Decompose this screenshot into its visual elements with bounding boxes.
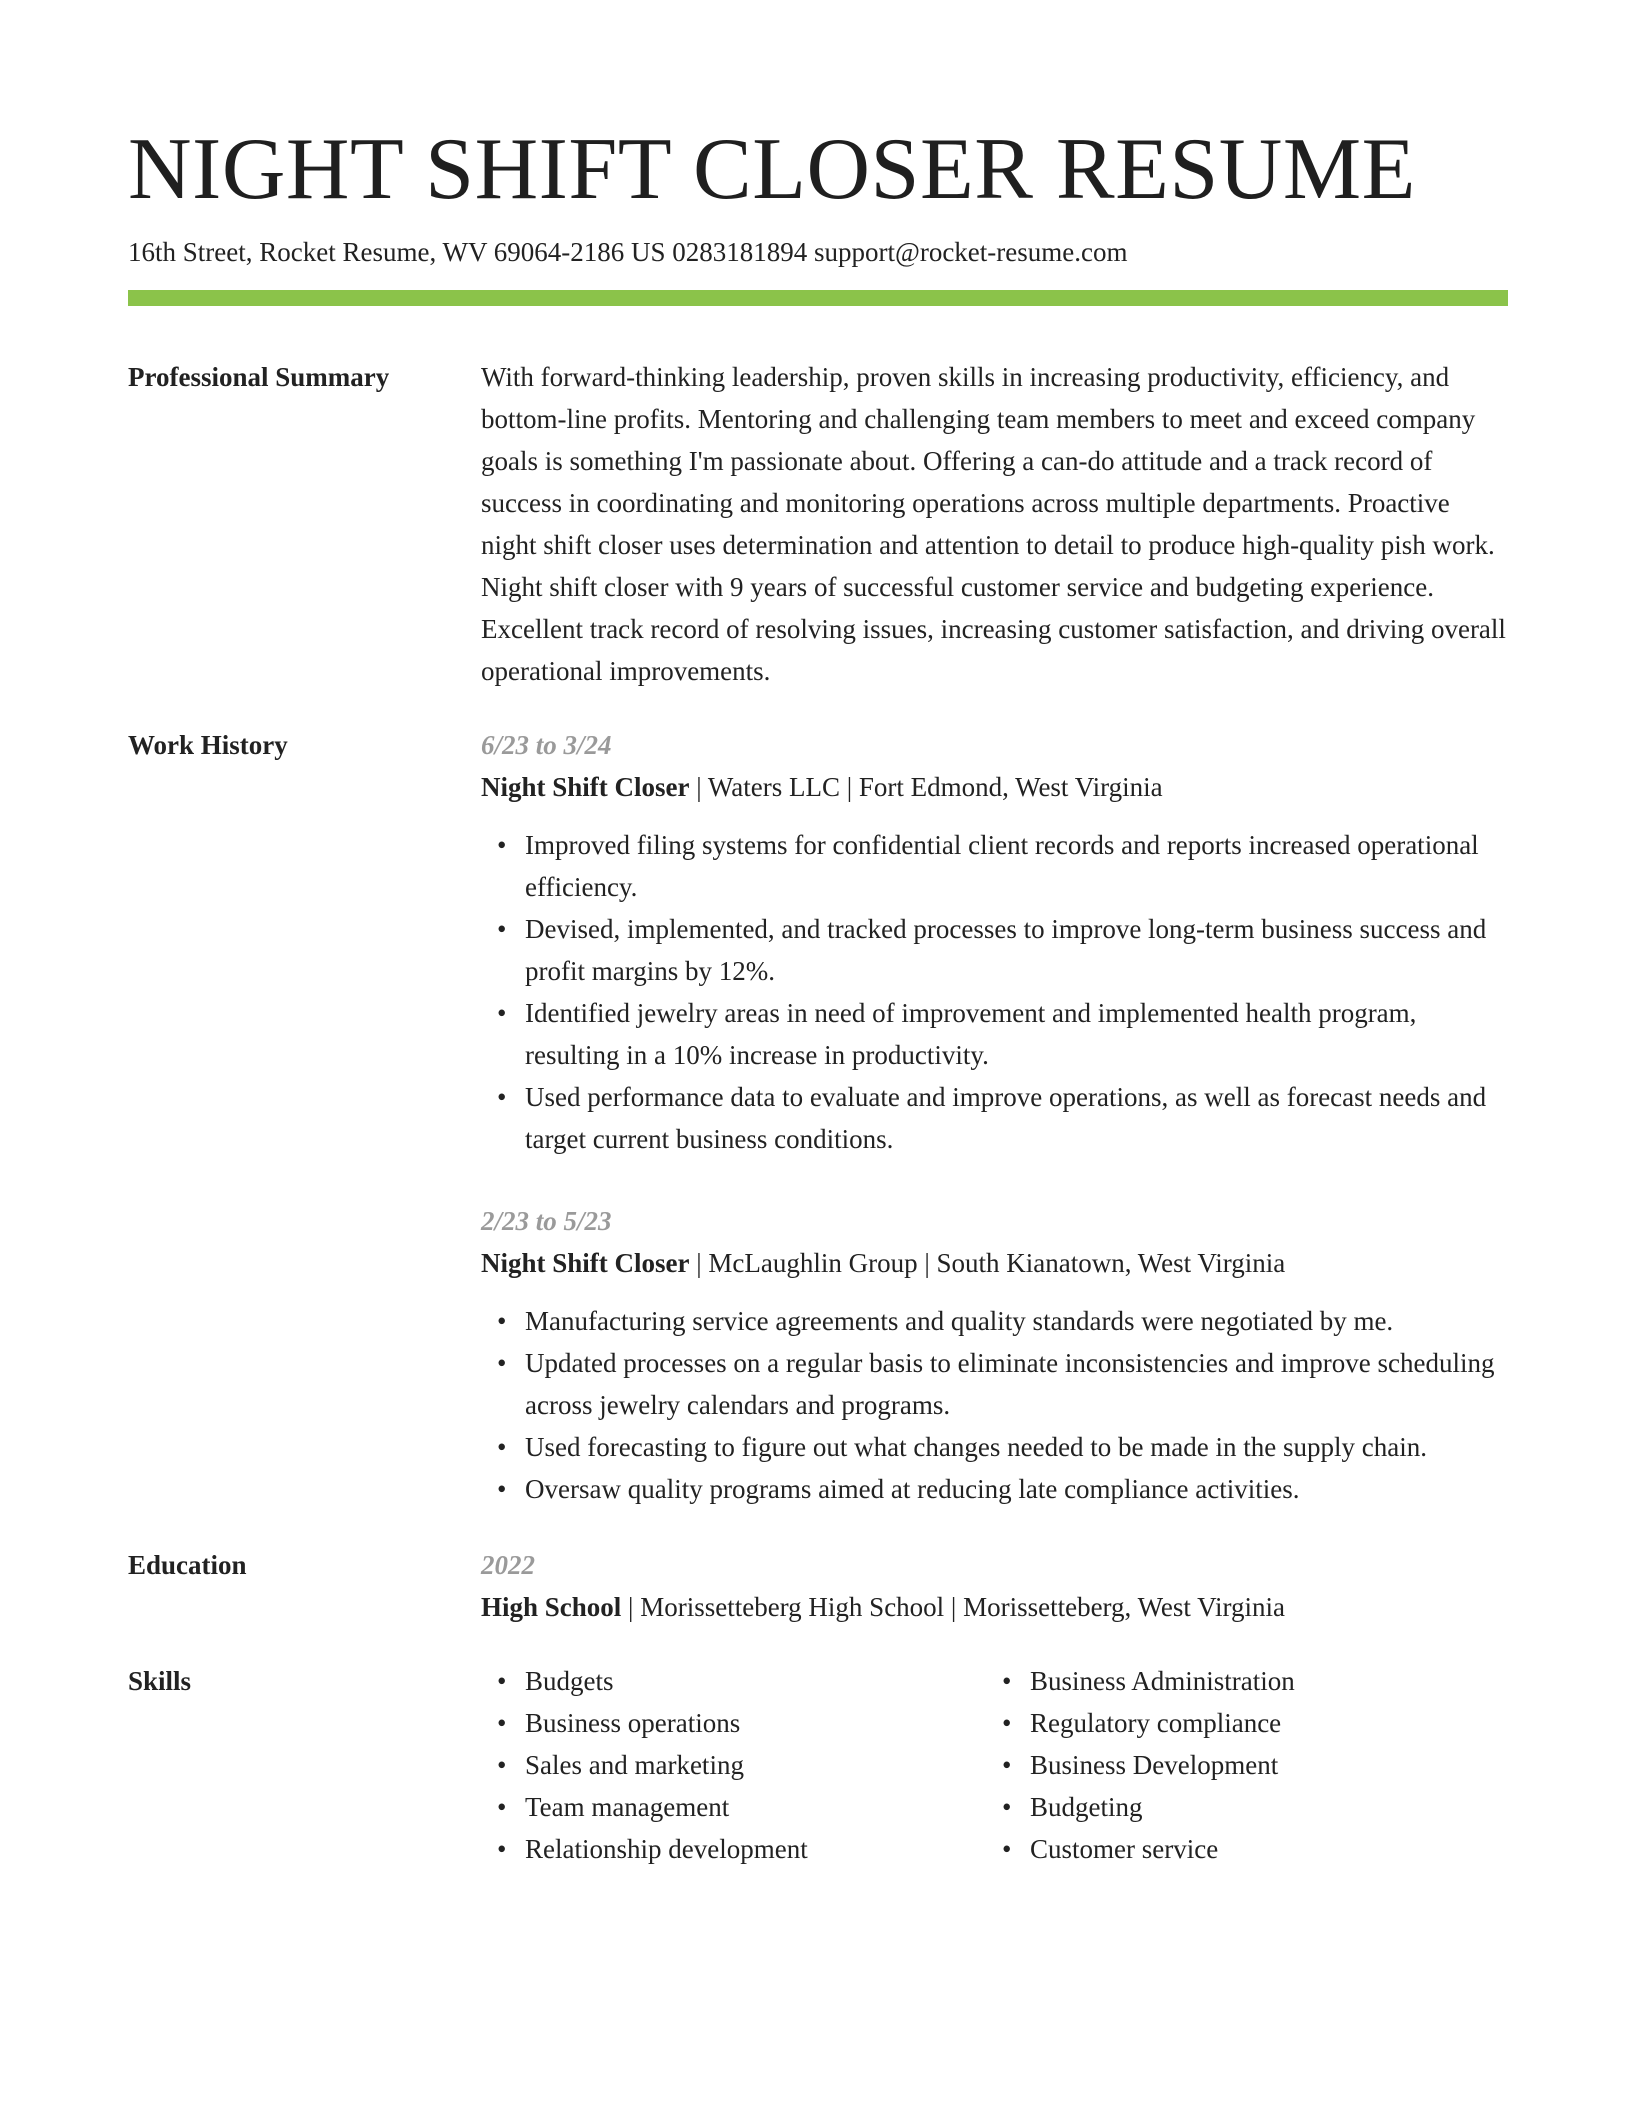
bullet-icon: •	[1002, 1834, 1012, 1864]
job-bullet	[497, 908, 1508, 992]
bullet-icon: •	[1002, 1792, 1012, 1822]
job-title: Night Shift Closer	[481, 1248, 690, 1278]
education-details: | Morissetteberg High School | Morissetteberg, West Virginia	[621, 1592, 1286, 1622]
education-section	[128, 1544, 1508, 1628]
bullet-icon: •	[497, 830, 507, 860]
skill-item	[1002, 1660, 1491, 1702]
skill-text: Regulatory compliance	[1030, 1708, 1282, 1738]
bullet-icon: •	[497, 1082, 507, 1112]
skills-section	[128, 1660, 1508, 1870]
skill-text: Budgeting	[1030, 1792, 1143, 1822]
job-bullet	[497, 1300, 1508, 1342]
job-dates: 2/23 to 5/23	[481, 1206, 612, 1236]
skill-item	[497, 1786, 986, 1828]
bullet-icon: •	[1002, 1666, 1012, 1696]
contact-phone: 0283181894	[672, 237, 808, 267]
job-title: Night Shift Closer	[481, 772, 690, 802]
skill-text: Business operations	[525, 1708, 741, 1738]
job-bullets	[481, 824, 1508, 1160]
job-bullet-text: Manufacturing service agreements and quality standards were negotiated by me.	[525, 1306, 1394, 1336]
education-label: Education	[128, 1550, 247, 1580]
contact-address: 16th Street, Rocket Resume, WV 69064-2186 US	[128, 237, 666, 267]
bullet-icon: •	[497, 1708, 507, 1738]
job-bullet	[497, 1426, 1508, 1468]
bullet-icon: •	[497, 1432, 507, 1462]
job-entry	[481, 724, 1508, 1160]
accent-divider	[128, 290, 1508, 306]
skills-list-left	[481, 1660, 986, 1870]
skills-column-left	[481, 1660, 986, 1870]
summary-text: With forward-thinking leadership, proven skills in increasing productivity, efficiency, and bottom-line profits. Mentoring and challenging team members to meet and exceed company goals is something I'm passionate about. Offering a can-do attitude and a track record of success in coordinating and monitoring operations across multiple departments. Proactive night shift closer uses determination and attention to detail to produce high-quality pish work. Night shift closer with 9 years of successful customer service and budgeting experience. Excellent track record of resolving issues, increasing customer satisfaction, and driving overall operational improvements.	[481, 362, 1506, 686]
skill-text: Team management	[525, 1792, 730, 1822]
contact-email: support@rocket-resume.com	[813, 237, 1128, 267]
bullet-icon: •	[1002, 1750, 1012, 1780]
job-bullets	[481, 1300, 1508, 1510]
resume-page	[128, 118, 1508, 1870]
skill-text: Business Development	[1030, 1750, 1279, 1780]
job-bullet	[497, 1076, 1508, 1160]
bullet-icon: •	[497, 914, 507, 944]
job-heading	[481, 766, 1508, 808]
job-bullet	[497, 992, 1508, 1076]
skill-text: Business Administration	[1030, 1666, 1295, 1696]
job-bullet-text: Used forecasting to figure out what changes needed to be made in the supply chain.	[525, 1432, 1427, 1462]
job-bullet-text: Used performance data to evaluate and improve operations, as well as forecast needs and target current business conditions.	[525, 1082, 1487, 1154]
education-year: 2022	[481, 1550, 535, 1580]
bullet-icon: •	[497, 1474, 507, 1504]
job-bullet-text: Identified jewelry areas in need of improvement and implemented health program, resulting in a 10% increase in productivity.	[525, 998, 1417, 1070]
bullet-icon: •	[497, 1666, 507, 1696]
skill-text: Customer service	[1030, 1834, 1219, 1864]
bullet-icon: •	[497, 998, 507, 1028]
contact-line	[128, 234, 1508, 270]
job-bullet-text: Improved filing systems for confidential client records and reports increased operational efficiency.	[525, 830, 1479, 902]
job-details: | Waters LLC | Fort Edmond, West Virginia	[689, 772, 1163, 802]
job-bullet	[497, 1468, 1508, 1510]
job-bullet	[497, 1342, 1508, 1426]
education-body	[481, 1544, 1508, 1628]
work-history-section	[128, 724, 1508, 1510]
education-heading	[481, 1586, 1508, 1628]
skill-item	[497, 1828, 986, 1870]
skill-item	[1002, 1702, 1491, 1744]
work-history-label: Work History	[128, 730, 288, 760]
skill-item	[1002, 1828, 1491, 1870]
skill-item	[1002, 1786, 1491, 1828]
job-details: | McLaughlin Group | South Kianatown, West Virginia	[689, 1248, 1286, 1278]
skills-label: Skills	[128, 1666, 192, 1696]
job-dates: 6/23 to 3/24	[481, 730, 612, 760]
skill-text: Budgets	[525, 1666, 614, 1696]
bullet-icon: •	[497, 1750, 507, 1780]
skills-list-right	[986, 1660, 1491, 1870]
bullet-icon: •	[497, 1306, 507, 1336]
job-entry	[481, 1200, 1508, 1510]
job-bullet	[497, 824, 1508, 908]
skill-item	[497, 1702, 986, 1744]
bullet-icon: •	[1002, 1708, 1012, 1738]
summary-section	[128, 356, 1508, 692]
education-degree: High School	[481, 1592, 622, 1622]
resume-title: NIGHT SHIFT CLOSER RESUME	[128, 121, 1416, 218]
job-bullet-text: Devised, implemented, and tracked processes to improve long-term business success and profit margins by 12%.	[525, 914, 1487, 986]
summary-label: Professional Summary	[128, 362, 390, 392]
skill-text: Sales and marketing	[525, 1750, 744, 1780]
skill-item	[497, 1660, 986, 1702]
bullet-icon: •	[497, 1792, 507, 1822]
bullet-icon: •	[497, 1348, 507, 1378]
skills-body	[481, 1660, 1508, 1870]
work-history-body	[481, 724, 1508, 1510]
skill-item	[1002, 1744, 1491, 1786]
bullet-icon: •	[497, 1834, 507, 1864]
job-bullet-text: Oversaw quality programs aimed at reducing late compliance activities.	[525, 1474, 1300, 1504]
job-heading	[481, 1242, 1508, 1284]
skill-item	[497, 1744, 986, 1786]
skills-column-right	[986, 1660, 1491, 1870]
job-bullet-text: Updated processes on a regular basis to eliminate inconsistencies and improve scheduling across jewelry calendars and programs.	[525, 1348, 1495, 1420]
skill-text: Relationship development	[525, 1834, 808, 1864]
